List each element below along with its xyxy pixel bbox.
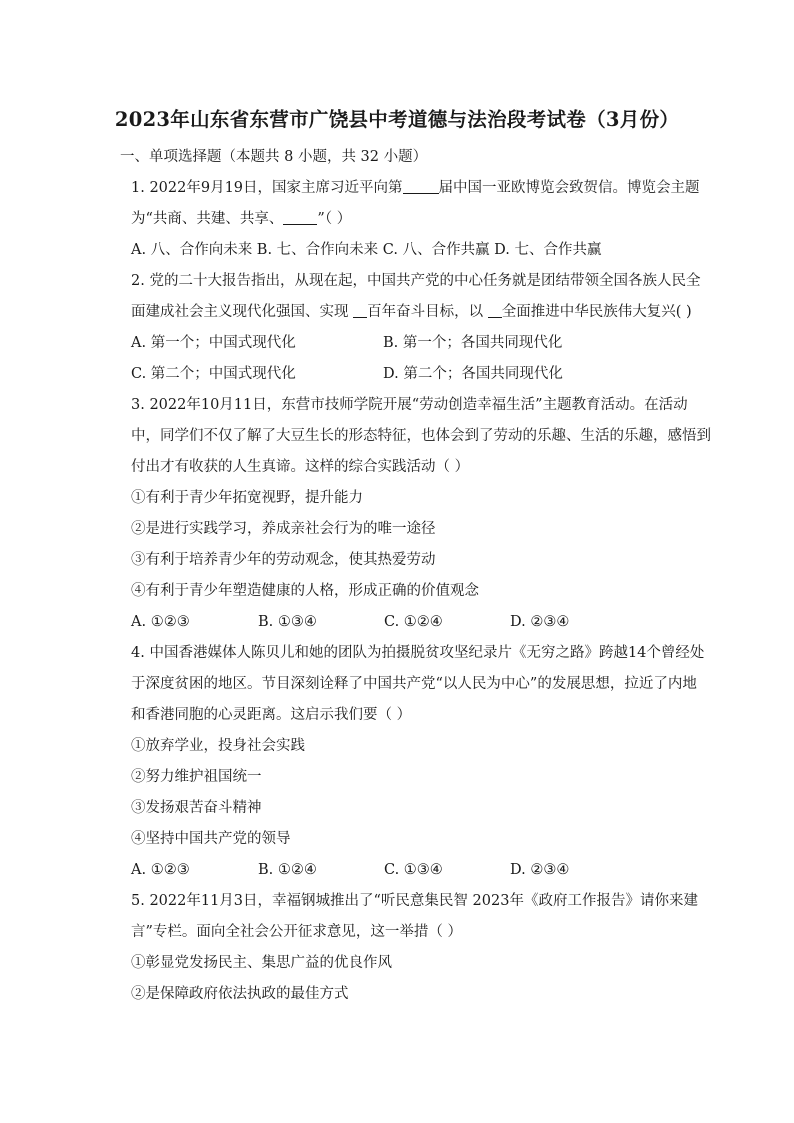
q1-text-a: 1. 2022年9月19日，国家主席习近平向第 <box>131 180 403 196</box>
q4-statement-2: ②努力维护祖国统一 <box>131 769 262 785</box>
question-3-line-3: 付出才有收获的人生真谛。这样的综合实践活动（ ） <box>131 459 470 475</box>
question-2-line-2 <box>131 297 697 328</box>
q2-text-b: 百年奋斗目标，以 <box>367 304 488 320</box>
q5-statement-2: ②是保障政府依法执政的最佳方式 <box>131 986 349 1002</box>
q4-statement-3: ③发扬艰苦奋斗精神 <box>131 800 262 816</box>
q2-option-a: A. 第一个；中国式现代化 <box>131 335 296 351</box>
question-3-line-2: 中，同学们不仅了解了大豆生长的形态特征，也体会到了劳动的乐趣、生活的乐趣，感悟到 <box>131 428 711 444</box>
q4-option-d: D. ②③④ <box>510 862 570 878</box>
q2-option-b: B. 第一个；各国共同现代化 <box>383 335 563 351</box>
q3-statement-3: ③有利于培养青少年的劳动观念，使其热爱劳动 <box>131 552 436 568</box>
q4-option-c: C. ①③④ <box>384 862 443 878</box>
question-2-options-row-1 <box>131 328 697 359</box>
question-4-line-1: 4. 中国香港媒体人陈贝儿和她的团队为拍摄脱贫攻坚纪录片《无穷之路》跨越14个曾经处 <box>131 645 705 661</box>
q3-statement-1: ①有利于青少年拓宽视野，提升能力 <box>131 490 363 506</box>
question-3-line-1: 3. 2022年10月11日，东营市技师学院开展“劳动创造幸福生活”主题教育活动。在活动 <box>131 397 688 413</box>
exam-content <box>120 142 711 1010</box>
q3-statement-2: ②是进行实践学习，养成亲社会行为的唯一途径 <box>131 521 436 537</box>
q1-text-d: ”（ ） <box>317 211 352 227</box>
q4-statement-1: ①放弃学业，投身社会实践 <box>131 738 305 754</box>
q1-blank-2 <box>283 207 317 225</box>
question-1-options: A. 八、合作向未来 B. 七、合作向未来 C. 八、合作共赢 D. 七、合作共赢 <box>131 242 602 258</box>
q3-option-c: C. ①②④ <box>384 614 443 630</box>
question-2-line-1: 2. 党的二十大报告指出，从现在起，中国共产党的中心任务就是团结带领全国各族人民全 <box>131 273 701 289</box>
q2-option-c: C. 第二个；中国式现代化 <box>131 366 296 382</box>
q4-statement-4: ④坚持中国共产党的领导 <box>131 831 291 847</box>
q3-option-a: A. ①②③ <box>131 614 190 630</box>
question-4-line-3: 和香港同胞的心灵距离。这启示我们要（ ） <box>131 707 412 723</box>
section-heading: 一、单项选择题（本题共 8 小题，共 32 小题） <box>120 149 428 165</box>
q2-option-d: D. 第二个；各国共同现代化 <box>383 366 563 382</box>
q1-blank-1 <box>403 176 439 194</box>
q5-statement-1: ①彰显党发扬民主、集思广益的优良作风 <box>131 955 392 971</box>
question-1-line-2 <box>131 204 697 235</box>
question-1-line-1 <box>131 173 700 204</box>
q2-text-c: 全面推进中华民族伟大复兴( ) <box>501 304 692 320</box>
q1-text-b: 届中国一亚欧博览会致贺信。博览会主题 <box>438 180 700 196</box>
q2-blank-1 <box>353 300 367 318</box>
q3-statement-4: ④有利于青少年塑造健康的人格，形成正确的价值观念 <box>131 583 479 599</box>
question-4-line-2: 于深度贫困的地区。节目深刻诠释了中国共产党“以人民为中心”的发展思想，拉近了内地 <box>131 676 697 692</box>
question-3-options <box>131 607 697 638</box>
q2-blank-2 <box>488 300 502 318</box>
question-4-options <box>131 855 697 886</box>
q1-text-c: 为“共商、共建、共享、 <box>131 211 284 227</box>
q4-option-a: A. ①②③ <box>131 862 190 878</box>
question-2-options-row-2 <box>131 359 697 390</box>
q4-option-b: B. ①②④ <box>258 862 317 878</box>
q3-option-b: B. ①③④ <box>258 614 317 630</box>
question-5-line-1: 5. 2022年11月3日，幸福钢城推出了“听民意集民智 2023年《政府工作报告》请你来建 <box>131 893 698 909</box>
page-title: 2023年山东省东营市广饶县中考道德与法治段考试卷（3月份） <box>114 108 680 131</box>
q3-option-d: D. ②③④ <box>510 614 570 630</box>
q2-text-a: 面建成社会主义现代化强国、实现 <box>131 304 354 320</box>
question-5-line-2: 言”专栏。面向全社会公开征求意见，这一举措（ ） <box>131 924 463 940</box>
